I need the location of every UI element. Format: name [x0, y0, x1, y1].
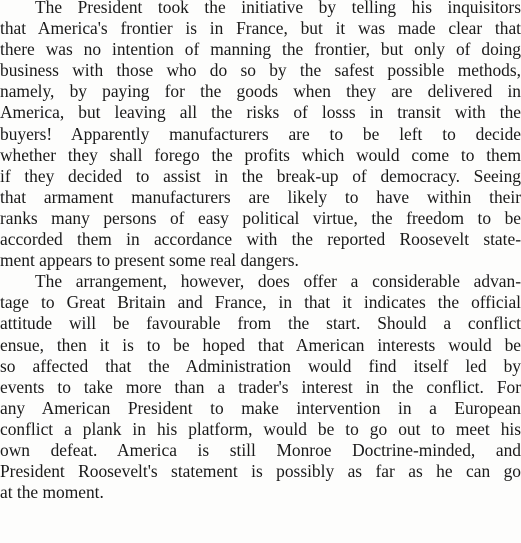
text-line: The arrangement, however, does offer a considerable advan-: [35, 271, 521, 292]
text-line: own defeat. America is still Monroe Doctrine-minded, and: [0, 439, 521, 460]
text-line: America, but leaving all the risks of losss in transit with the: [0, 102, 521, 123]
text-line: events to take more than a trader's interest in the conflict. For: [0, 376, 521, 397]
text-line: ment appears to present some real dangers.: [0, 250, 299, 271]
text-line: The President took the initiative by telling his inquisitors: [35, 0, 521, 17]
paragraph-2: [0, 271, 521, 503]
text-line: accorded them in accordance with the reported Roosevelt state-: [0, 229, 521, 250]
text-line: President Roosevelt's statement is possibly as far as he can go: [0, 461, 521, 482]
text-line: that armament manufacturers are likely to have within their: [0, 186, 521, 207]
text-line: conflict a plank in his platform, would be to go out to meet his: [0, 418, 521, 439]
text-line: buyers! Apparently manufacturers are to be left to decide: [0, 123, 521, 144]
text-line: tage to Great Britain and France, in that it indicates the official: [0, 292, 521, 313]
text-line: so affected that the Administration would find itself led by: [0, 355, 521, 376]
text-line: ranks many persons of easy political virtue, the freedom to be: [0, 207, 521, 228]
paragraph-1: [0, 0, 521, 271]
text-line: if they decided to assist in the break-up of democracy. Seeing: [0, 165, 521, 186]
text-line: business with those who do so by the safest possible methods,: [0, 60, 521, 81]
text-line: at the moment.: [0, 482, 104, 503]
text-line: whether they shall forego the profits which would come to them: [0, 144, 521, 165]
text-line: ensue, then it is to be hoped that American interests would be: [0, 334, 521, 355]
text-line: any American President to make intervention in a European: [0, 397, 521, 418]
text-line: attitude will be favourable from the start. Should a conflict: [0, 313, 521, 334]
text-line: namely, by paying for the goods when they are delivered in: [0, 81, 521, 102]
text-line: there was no intention of manning the frontier, but only of doing: [0, 39, 521, 60]
text-line: that America's frontier is in France, but it was made clear that: [0, 18, 521, 39]
